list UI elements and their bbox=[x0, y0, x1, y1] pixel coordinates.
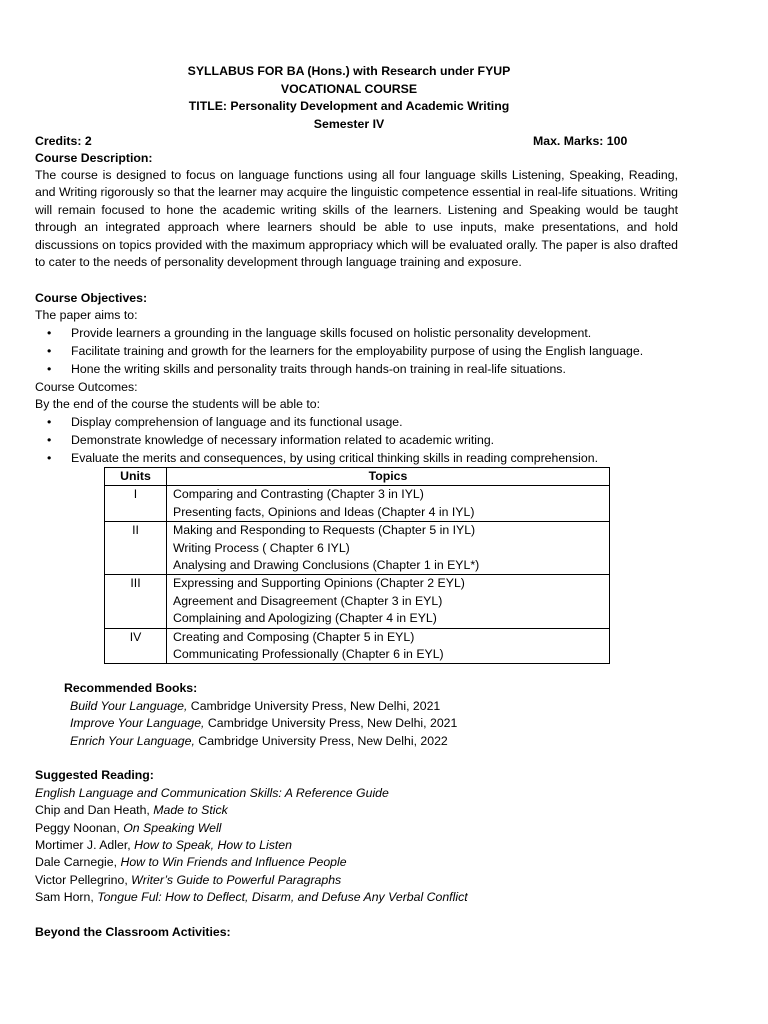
header-semester: Semester IV bbox=[313, 117, 385, 131]
topic: Expressing and Supporting Opinions (Chapter 2 EYL) bbox=[173, 576, 465, 591]
reading-title: How to Speak, How to Listen bbox=[134, 838, 292, 852]
objectives-intro: The paper aims to: bbox=[35, 308, 138, 322]
bullet-icon: • bbox=[47, 344, 52, 358]
reading-author: Dale Carnegie, bbox=[35, 855, 121, 869]
objective-text: Provide learners a grounding in the language skills focused on holistic personality development. bbox=[71, 326, 592, 340]
topic: Presenting facts, Opinions and Ideas (Chapter 4 in IYL) bbox=[173, 504, 475, 519]
unit-topics bbox=[167, 522, 610, 575]
course-description-text: The course is designed to focus on language functions using all four language skills Listening, Speaking, Reading, and Writing rigorously so that the learner may acquire the linguistic competence essential in real-life situations. Writing will remain focused to hone the academic writing skills of the learners. Listening and Speaking would be taught through an integrated approach where learners should be able to use inputs, make presentations, and hold discussions on topics provided with the maximum appropriacy which will be evaluated orally. The paper is also drafted to cater to the needs of personality development through language training and exposure. bbox=[35, 168, 678, 270]
topic: Communicating Professionally (Chapter 6 in EYL) bbox=[173, 647, 444, 662]
outcome-item bbox=[47, 450, 598, 467]
unit-number: I bbox=[105, 486, 167, 522]
credits: Credits: 2 bbox=[35, 134, 92, 148]
beyond-classroom-heading: Beyond the Classroom Activities: bbox=[35, 925, 231, 939]
reading-item bbox=[35, 872, 341, 889]
reading-item bbox=[35, 854, 347, 871]
reading-title: Made to Stick bbox=[153, 803, 228, 817]
reading-title: Writer’s Guide to Powerful Paragraphs bbox=[131, 873, 342, 887]
reading-author: Mortimer J. Adler, bbox=[35, 838, 135, 852]
topic: Creating and Composing (Chapter 5 in EYL) bbox=[173, 629, 415, 644]
objective-item bbox=[47, 361, 566, 378]
outcome-text: Display comprehension of language and its functional usage. bbox=[71, 415, 403, 429]
reading-item bbox=[35, 889, 468, 906]
reading-title: On Speaking Well bbox=[123, 821, 222, 835]
recommended-book bbox=[70, 715, 457, 732]
suggested-reading-heading: Suggested Reading: bbox=[35, 768, 154, 782]
reading-title: Tongue Ful: How to Deflect, Disarm, and Defuse Any Verbal Conflict bbox=[97, 890, 468, 904]
unit-topics bbox=[167, 628, 610, 664]
outcomes-heading: Course Outcomes: bbox=[35, 380, 138, 394]
header-line-2: VOCATIONAL COURSE bbox=[280, 82, 418, 96]
book-publisher: Cambridge University Press, New Delhi, 2022 bbox=[194, 734, 448, 748]
table-header-row bbox=[105, 468, 610, 486]
reading-item bbox=[35, 837, 292, 854]
objectives-heading: Course Objectives: bbox=[35, 291, 148, 305]
unit-topics bbox=[167, 486, 610, 522]
topic: Writing Process ( Chapter 6 IYL) bbox=[173, 540, 350, 555]
topic: Comparing and Contrasting (Chapter 3 in IYL) bbox=[173, 487, 424, 502]
book-publisher: Cambridge University Press, New Delhi, 2021 bbox=[187, 699, 441, 713]
reading-author: Victor Pellegrino, bbox=[35, 873, 132, 887]
recommended-book bbox=[70, 733, 448, 750]
objective-item bbox=[47, 325, 591, 342]
outcome-item bbox=[47, 432, 494, 449]
outcomes-intro: By the end of the course the students will be able to: bbox=[35, 397, 321, 411]
objective-item bbox=[47, 343, 643, 360]
header-title: TITLE: Personality Development and Academic Writing bbox=[188, 99, 510, 113]
reading-item bbox=[35, 785, 389, 802]
bullet-icon: • bbox=[47, 433, 52, 447]
book-title: Enrich Your Language, bbox=[70, 734, 195, 748]
reading-author: Chip and Dan Heath, bbox=[35, 803, 154, 817]
max-marks: Max. Marks: 100 bbox=[533, 134, 628, 148]
topic: Making and Responding to Requests (Chapter 5 in IYL) bbox=[173, 523, 476, 538]
outcome-text: Demonstrate knowledge of necessary information related to academic writing. bbox=[71, 433, 495, 447]
unit-number: IV bbox=[105, 628, 167, 664]
header-line-1: SYLLABUS FOR BA (Hons.) with Research under FYUP bbox=[187, 64, 511, 78]
topic: Agreement and Disagreement (Chapter 3 in EYL) bbox=[173, 593, 443, 608]
book-title: Build Your Language, bbox=[70, 699, 188, 713]
table-row bbox=[105, 628, 610, 664]
recommended-books-heading: Recommended Books: bbox=[64, 681, 198, 695]
bullet-icon: • bbox=[47, 451, 52, 465]
topic: Complaining and Apologizing (Chapter 4 in EYL) bbox=[173, 611, 437, 626]
bullet-icon: • bbox=[47, 415, 52, 429]
table-row bbox=[105, 486, 610, 522]
units-header: Units bbox=[105, 468, 167, 486]
reading-title: English Language and Communication Skills: A Reference Guide bbox=[35, 786, 389, 800]
reading-item bbox=[35, 802, 228, 819]
outcome-text: Evaluate the merits and consequences, by using critical thinking skills in reading comprehension. bbox=[71, 451, 599, 465]
reading-author: Sam Horn, bbox=[35, 890, 98, 904]
outcome-item bbox=[47, 414, 403, 431]
course-description-heading: Course Description: bbox=[35, 151, 153, 165]
reading-item bbox=[35, 820, 221, 837]
book-title: Improve Your Language, bbox=[70, 716, 205, 730]
table-row bbox=[105, 522, 610, 575]
recommended-book bbox=[70, 698, 440, 715]
units-table bbox=[104, 467, 610, 664]
topics-header: Topics bbox=[167, 468, 610, 486]
unit-topics bbox=[167, 575, 610, 628]
objective-text: Hone the writing skills and personality traits through hands-on training in real-life situations. bbox=[71, 362, 566, 376]
unit-number: II bbox=[105, 522, 167, 575]
unit-number: III bbox=[105, 575, 167, 628]
topic: Analysing and Drawing Conclusions (Chapter 1 in EYL*) bbox=[173, 558, 480, 573]
book-publisher: Cambridge University Press, New Delhi, 2021 bbox=[204, 716, 458, 730]
bullet-icon: • bbox=[47, 362, 52, 376]
table-row bbox=[105, 575, 610, 628]
objective-text: Facilitate training and growth for the learners for the employability purpose of using the English language. bbox=[71, 344, 644, 358]
reading-author: Peggy Noonan, bbox=[35, 821, 124, 835]
reading-title: How to Win Friends and Influence People bbox=[120, 855, 347, 869]
bullet-icon: • bbox=[47, 326, 52, 340]
